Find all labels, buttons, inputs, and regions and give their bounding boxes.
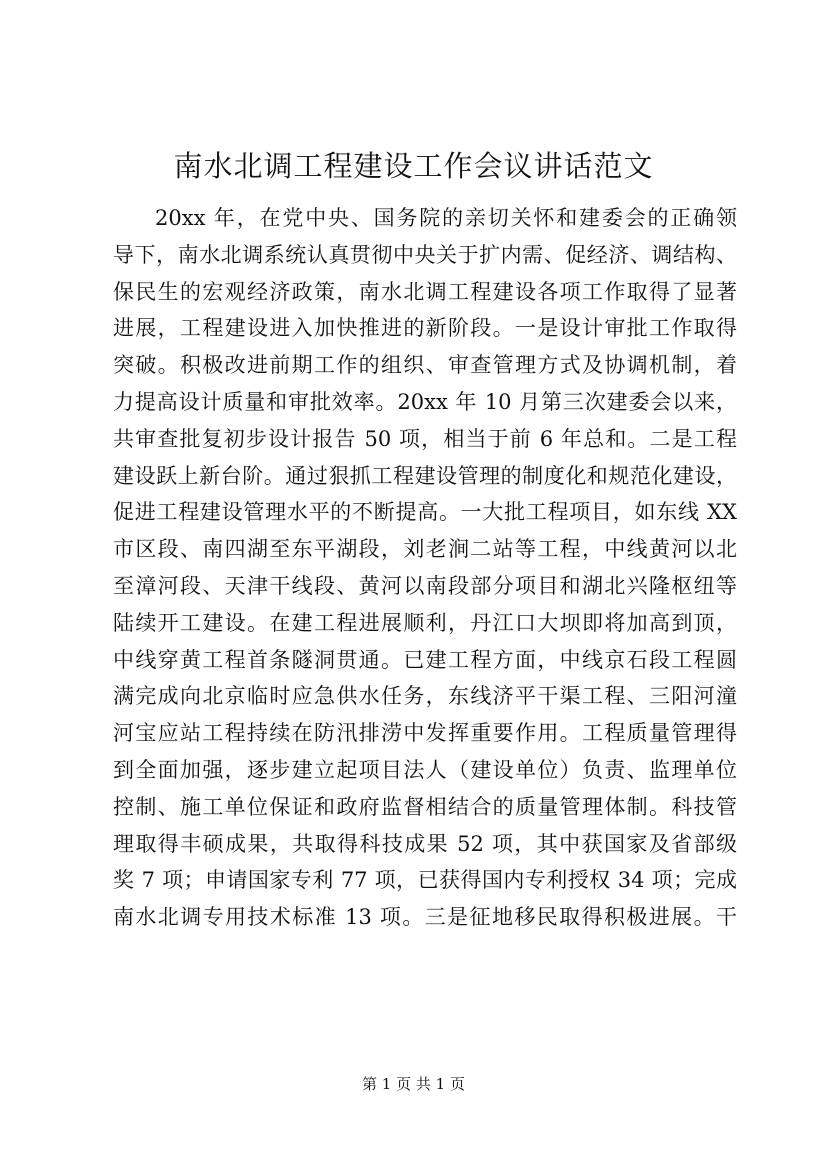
- body-line: 陆续开工建设。在建工程进展顺利，丹江口大坝即将加高到顶，: [113, 610, 737, 635]
- body-line: 导下，南水北调系统认真贯彻中央关于扩内需、促经济、调结构、: [113, 242, 737, 267]
- body-line: 至漳河段、天津干线段、黄河以南段部分项目和湖北兴隆枢纽等: [113, 573, 737, 598]
- body-line: 满完成向北京临时应急供水任务，东线济平干渠工程、三阳河潼: [113, 684, 737, 709]
- body-line: 中线穿黄工程首条隧洞贯通。已建工程方面，中线京石段工程圆: [113, 647, 737, 672]
- body-line: 20xx 年，在党中央、国务院的亲切关怀和建委会的正确领: [155, 206, 737, 230]
- body-line: 理取得丰硕成果，共取得科技成果 52 项，其中获国家及省部级: [113, 831, 737, 856]
- body-line: 南水北调专用技术标准 13 项。三是征地移民取得积极进展。干: [113, 905, 737, 930]
- body-line: 控制、施工单位保证和政府监督相结合的质量管理体制。科技管: [113, 794, 737, 819]
- body-line: 保民生的宏观经济政策，南水北调工程建设各项工作取得了显著: [113, 279, 737, 304]
- document-body: [113, 200, 737, 936]
- body-line: 促进工程建设管理水平的不断提高。一大批工程项目，如东线 XX: [113, 500, 737, 525]
- body-line: 河宝应站工程持续在防汛排涝中发挥重要作用。工程质量管理得: [113, 721, 737, 746]
- body-line: 力提高设计质量和审批效率。20xx 年 10 月第三次建委会以来，: [113, 389, 737, 414]
- body-line: 建设跃上新台阶。通过狠抓工程建设管理的制度化和规范化建设，: [113, 463, 737, 488]
- body-line: 市区段、南四湖至东平湖段，刘老涧二站等工程，中线黄河以北: [113, 537, 737, 562]
- document-title: 南水北调工程建设工作会议讲话范文: [173, 149, 654, 183]
- body-line: 到全面加强，逐步建立起项目法人（建设单位）负责、监理单位: [113, 757, 737, 782]
- body-line: 进展，工程建设进入加快推进的新阶段。一是设计审批工作取得: [113, 316, 737, 341]
- body-line: 突破。积极改进前期工作的组织、审查管理方式及协调机制，着: [113, 353, 737, 378]
- body-line: 共审查批复初步设计报告 50 项，相当于前 6 年总和。二是工程: [113, 426, 737, 451]
- body-line: 奖 7 项；申请国家专利 77 项，已获得国内专利授权 34 项；完成: [113, 868, 737, 893]
- page-footer: 第 1 页 共 1 页: [362, 1075, 465, 1093]
